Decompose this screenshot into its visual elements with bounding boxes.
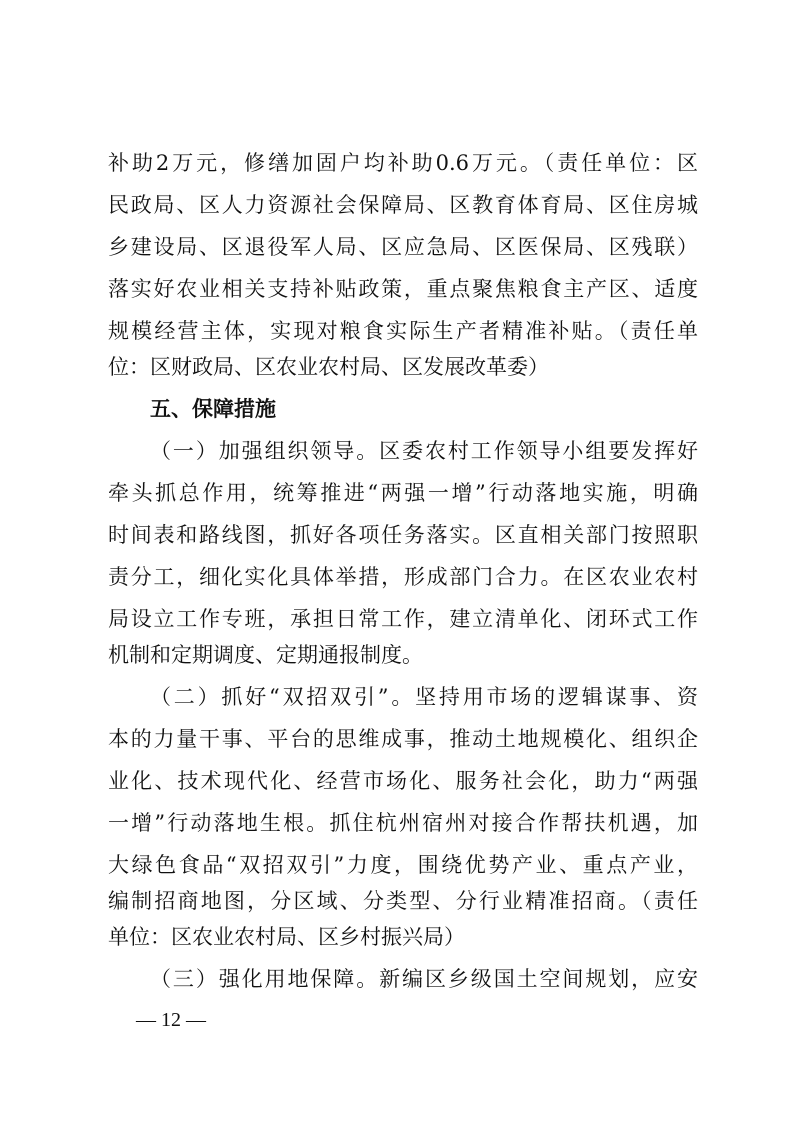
paragraph-line: 业化、技术现代化、经营市场化、服务社会化，助力“两强 bbox=[108, 769, 698, 793]
paragraph-line: （三）强化用地保障。新编区乡级国土空间规划，应安 bbox=[150, 967, 698, 991]
paragraph-line: 局设立工作专班，承担日常工作，建立清单化、闭环式工作 bbox=[108, 607, 698, 631]
section-heading: 五、保障措施 bbox=[150, 397, 276, 421]
paragraph-line: 机制和定期调度、定期通报制度。 bbox=[108, 643, 423, 667]
body-line: 乡建设局、区退役军人局、区应急局、区医保局、区残联） bbox=[108, 235, 698, 259]
paragraph-line: 一增”行动落地生根。抓住杭州宿州对接合作帮扶机遇，加 bbox=[108, 811, 698, 835]
body-line: 补助2万元，修缮加固户均补助0.6万元。（责任单位：区 bbox=[108, 151, 698, 175]
paragraph-line: 大绿色食品“双招双引”力度，围绕优势产业、重点产业， bbox=[108, 853, 698, 877]
paragraph-line: 编制招商地图，分区域、分类型、分行业精准招商。（责任 bbox=[108, 889, 698, 913]
page-number: — 12 — bbox=[136, 1009, 206, 1031]
body-line: 落实好农业相关支持补贴政策，重点聚焦粮食主产区、适度 bbox=[108, 277, 698, 301]
paragraph-line: （二）抓好“双招双引”。坚持用市场的逻辑谋事、资 bbox=[150, 685, 698, 709]
body-line: 民政局、区人力资源社会保障局、区教育体育局、区住房城 bbox=[108, 193, 698, 217]
paragraph-line: 责分工，细化实化具体举措，形成部门合力。在区农业农村 bbox=[108, 565, 698, 589]
body-line: 位：区财政局、区农业农村局、区发展改革委） bbox=[108, 355, 549, 379]
body-line: 规模经营主体，实现对粮食实际生产者精准补贴。（责任单 bbox=[108, 319, 698, 343]
paragraph-line: （一）加强组织领导。区委农村工作领导小组要发挥好 bbox=[150, 439, 698, 463]
paragraph-line: 牵头抓总作用，统筹推进“两强一增”行动落地实施，明确 bbox=[108, 481, 698, 505]
paragraph-line: 单位：区农业农村局、区乡村振兴局） bbox=[108, 925, 465, 949]
paragraph-line: 本的力量干事、平台的思维成事，推动土地规模化、组织企 bbox=[108, 727, 698, 751]
paragraph-line: 时间表和路线图，抓好各项任务落实。区直相关部门按照职 bbox=[108, 523, 698, 547]
